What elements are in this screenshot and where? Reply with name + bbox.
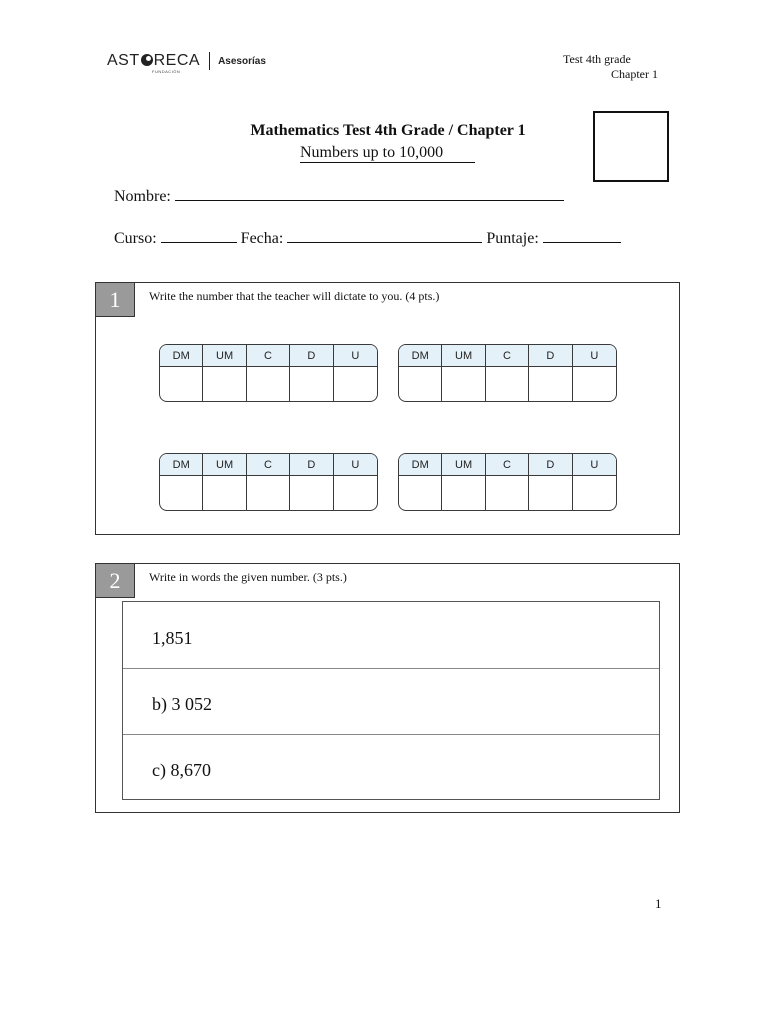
column-header: D [290, 454, 333, 476]
puntaje-field[interactable] [543, 228, 621, 243]
column-header: C [247, 454, 290, 476]
place-value-table [159, 453, 378, 511]
digit-cell[interactable] [399, 476, 442, 510]
table-row[interactable] [123, 734, 659, 799]
logo-separator [209, 52, 210, 70]
column-header: U [334, 454, 377, 476]
puntaje-label: Puntaje: [486, 230, 539, 247]
digit-cell[interactable] [203, 367, 246, 401]
digit-cell[interactable] [486, 367, 529, 401]
page-title: Mathematics Test 4th Grade / Chapter 1 [250, 122, 526, 139]
curso-row [114, 228, 621, 248]
header-right [520, 52, 658, 82]
page-number: 1 [655, 896, 662, 911]
column-header: DM [160, 345, 203, 367]
logo-text-end: RECA [153, 52, 201, 69]
column-header: C [486, 454, 529, 476]
column-header: U [573, 345, 616, 367]
place-value-table [398, 344, 617, 402]
table-row[interactable] [123, 668, 659, 735]
logo-subtext: FUNDACIÓN [152, 69, 181, 74]
digit-cell[interactable] [247, 476, 290, 510]
curso-label: Curso: [114, 230, 157, 247]
column-header: UM [203, 454, 246, 476]
digit-cell[interactable] [290, 367, 333, 401]
digit-cell[interactable] [203, 476, 246, 510]
column-header: U [573, 454, 616, 476]
section-1 [95, 282, 680, 535]
subtitle-underline [300, 162, 475, 163]
section-1-number: 1 [96, 283, 135, 317]
column-header: D [529, 345, 572, 367]
place-value-table [159, 344, 378, 402]
column-header: DM [399, 454, 442, 476]
column-header: D [290, 345, 333, 367]
digit-cell[interactable] [529, 367, 572, 401]
column-header: DM [160, 454, 203, 476]
column-header: C [247, 345, 290, 367]
score-box[interactable] [593, 111, 669, 182]
curso-field[interactable] [161, 228, 237, 243]
fecha-field[interactable] [287, 228, 482, 243]
column-header: DM [399, 345, 442, 367]
table-row[interactable] [123, 602, 659, 669]
digit-cell[interactable] [334, 367, 377, 401]
digit-cell[interactable] [290, 476, 333, 510]
given-number: 1,851 [152, 628, 193, 648]
astoreca-logo [107, 52, 266, 74]
given-number: b) 3 052 [152, 694, 212, 714]
nombre-label: Nombre: [114, 188, 171, 205]
logo-secondary: Asesorías [218, 56, 266, 67]
digit-cell[interactable] [160, 476, 203, 510]
digit-cell[interactable] [160, 367, 203, 401]
nombre-row [114, 186, 564, 206]
number-words-table [122, 601, 660, 800]
digit-cell[interactable] [442, 476, 485, 510]
column-header: C [486, 345, 529, 367]
digit-cell[interactable] [247, 367, 290, 401]
header-test-grade: Test 4th grade [563, 52, 631, 66]
section-2-number: 2 [96, 564, 135, 598]
digit-cell[interactable] [399, 367, 442, 401]
digit-cell[interactable] [573, 476, 616, 510]
logo-o-icon [141, 54, 153, 66]
section-2 [95, 563, 680, 813]
place-value-table [398, 453, 617, 511]
digit-cell[interactable] [442, 367, 485, 401]
nombre-field[interactable] [175, 186, 564, 201]
given-number: c) 8,670 [152, 760, 211, 780]
column-header: UM [203, 345, 246, 367]
column-header: U [334, 345, 377, 367]
column-header: UM [442, 345, 485, 367]
column-header: D [529, 454, 572, 476]
digit-cell[interactable] [334, 476, 377, 510]
digit-cell[interactable] [486, 476, 529, 510]
logo-text-start: AST [107, 52, 140, 69]
section-2-instruction: Write in words the given number. (3 pts.) [149, 570, 347, 584]
header-chapter: Chapter 1 [611, 67, 658, 81]
column-header: UM [442, 454, 485, 476]
page-subtitle: Numbers up to 10,000 [300, 144, 444, 161]
section-1-instruction: Write the number that the teacher will dictate to you. (4 pts.) [149, 289, 440, 303]
fecha-label: Fecha: [240, 230, 284, 247]
digit-cell[interactable] [529, 476, 572, 510]
digit-cell[interactable] [573, 367, 616, 401]
